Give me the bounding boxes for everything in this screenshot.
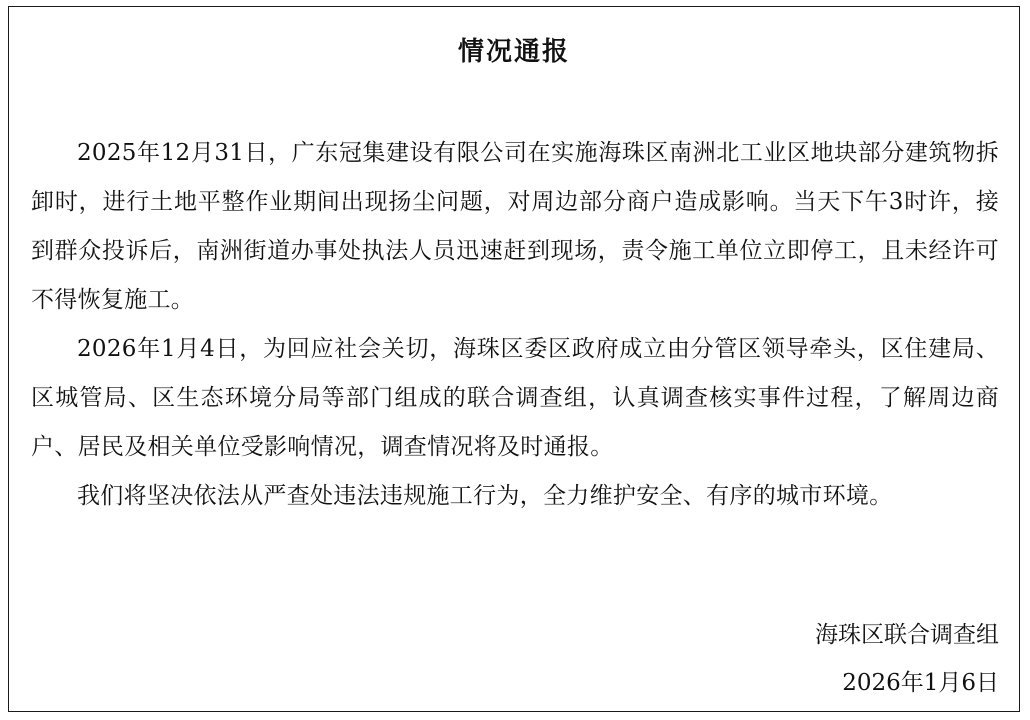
document-body — [31, 129, 999, 521]
paragraph-2: 2026年1月4日，为回应社会关切，海珠区委区政府成立由分管区领导牵头，区住建局、区城管局、区生态环境分局等部门组成的联合调查组，认真调查核实事件过程，了解周边商户、居民及相关单位受影响情况，调查情况将及时通报。 — [31, 336, 999, 460]
document-frame — [8, 6, 1020, 712]
signature-date: 2026年1月6日 — [842, 670, 999, 696]
paragraph-3: 我们将坚决依法从严查处违法违规施工行为，全力维护安全、有序的城市环境。 — [77, 483, 893, 509]
document-title: 情况通报 — [457, 37, 570, 67]
signature-organization: 海珠区联合调查组 — [815, 622, 999, 648]
signature-block — [815, 611, 999, 707]
paragraph-1: 2025年12月31日，广东冠集建设有限公司在实施海珠区南洲北工业区地块部分建筑物拆卸时，进行土地平整作业期间出现扬尘问题，对周边部分商户造成影响。当天下午3时许，接到群众投诉后，南洲街道办事处执法人员迅速赶到现场，责令施工单位立即停工，且未经许可不得恢复施工。 — [31, 140, 999, 313]
